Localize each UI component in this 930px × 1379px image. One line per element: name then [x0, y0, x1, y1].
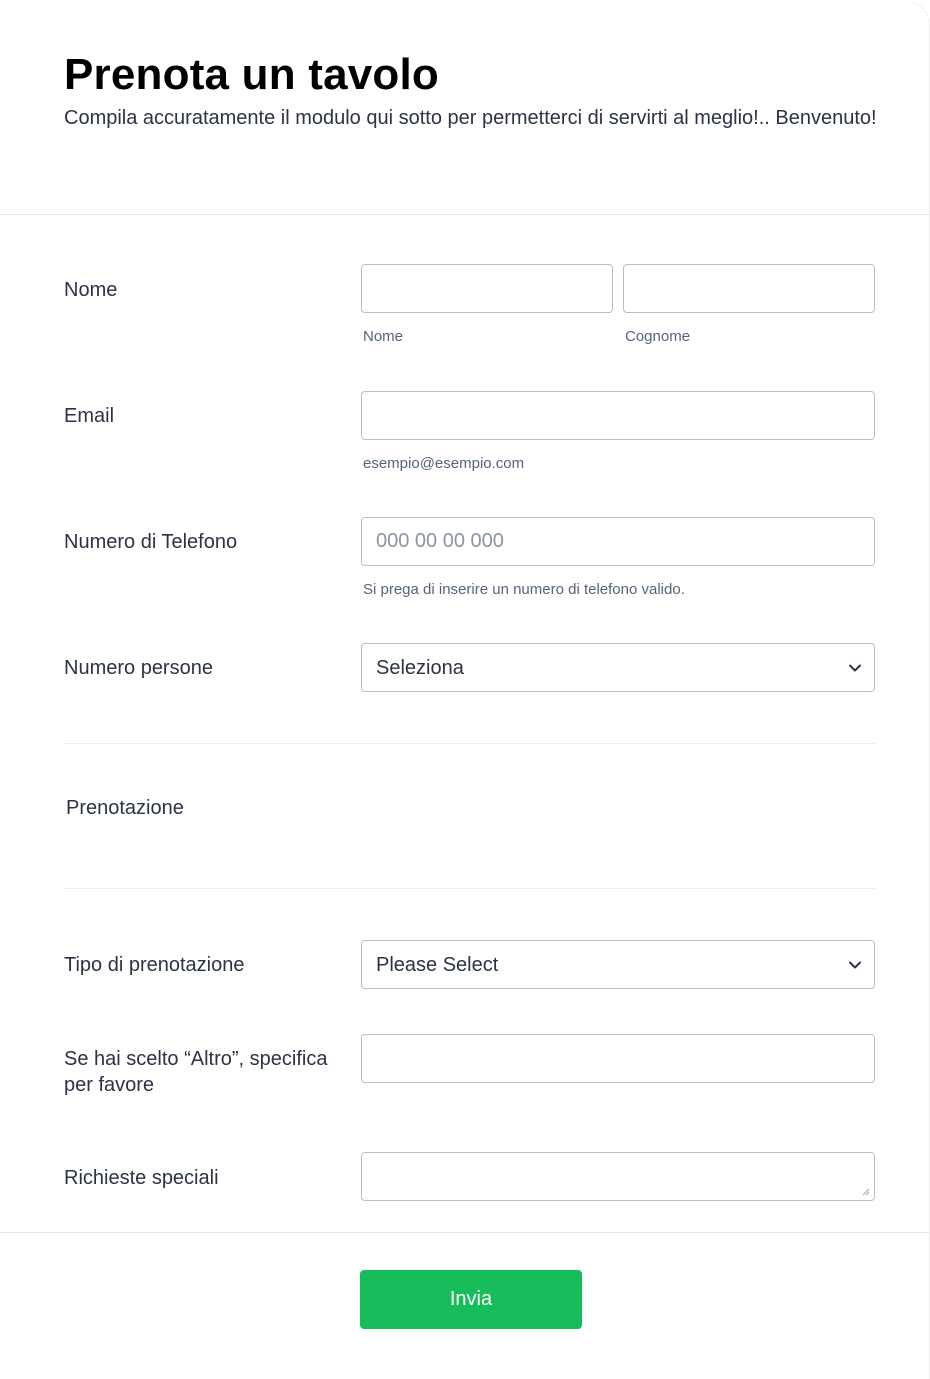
phone-sublabel: Si prega di inserire un numero di telefono valido.	[363, 581, 685, 598]
resize-handle-icon[interactable]	[860, 1186, 870, 1196]
page-title: Prenota un tavolo	[64, 50, 439, 99]
other-input[interactable]	[361, 1034, 875, 1083]
page-subtitle: Compila accuratamente il modulo qui sotto per permetterci di servirti al meglio!.. Benvenuto!	[64, 107, 877, 129]
form-header	[0, 0, 930, 215]
footer-divider	[0, 1232, 930, 1233]
booking-type-select-value: Please Select	[376, 954, 499, 976]
people-select-value: Seleziona	[376, 657, 464, 679]
email-sublabel: esempio@esempio.com	[363, 455, 525, 472]
special-requests-label: Richieste speciali	[64, 1167, 219, 1189]
first-name-input[interactable]	[361, 264, 613, 313]
email-label: Email	[64, 405, 115, 427]
last-name-input[interactable]	[623, 264, 875, 313]
name-label: Nome	[64, 279, 118, 301]
phone-input[interactable]	[361, 517, 875, 566]
submit-button[interactable]: Invia	[360, 1270, 582, 1329]
booking-type-select[interactable]	[361, 940, 875, 989]
chevron-down-icon	[848, 661, 862, 675]
section-heading: Prenotazione	[66, 797, 184, 819]
first-name-sublabel: Nome	[363, 328, 404, 345]
chevron-down-icon	[848, 958, 862, 972]
email-input[interactable]	[361, 391, 875, 440]
other-label: Se hai scelto “Altro”, specifica per favore	[64, 1048, 328, 1096]
section-divider-top	[64, 743, 875, 744]
phone-label: Numero di Telefono	[64, 531, 238, 553]
people-select[interactable]	[361, 643, 875, 692]
section-divider-bottom	[64, 888, 875, 889]
last-name-sublabel: Cognome	[625, 328, 691, 345]
people-label: Numero persone	[64, 657, 213, 679]
booking-type-label: Tipo di prenotazione	[64, 954, 245, 976]
special-requests-textarea[interactable]	[361, 1152, 875, 1201]
